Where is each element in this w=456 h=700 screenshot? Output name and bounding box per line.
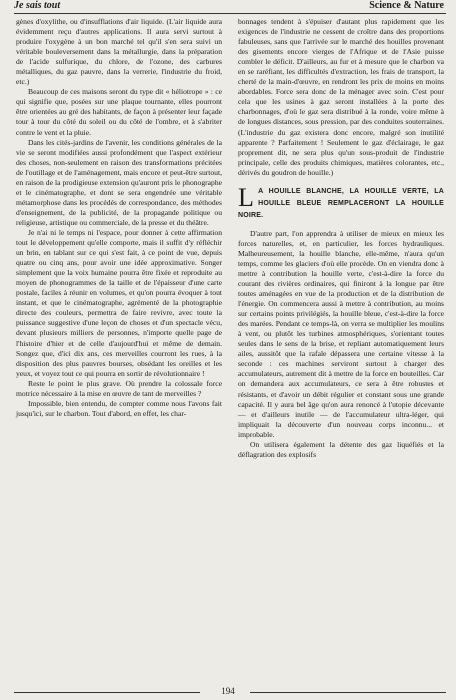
drop-cap: L	[238, 182, 255, 212]
pull-quote	[238, 182, 444, 222]
paragraph: D'autre part, l'on apprendra à utiliser de mieux en mieux les forces naturelles, et, en particulier, les forces hydrauliques. Malheureusement, la houille blanche, elle-même, n'aura qu'un temps, comme les glaciers d'où elle procède. On en viendra donc à mettre à contribution la houille verte, c'est-à-dire la force du courant des rivières ordinaires, qui finiront à la longue par être toutes aménagées en vue de la production et de la distribution de l'énergie. On commencera aussi à mettre à contribution, au moins sur certains points privilégiés, la houille bleue, c'est-à-dire la force des marées. Pendant ce temps-là, on verra se multiplier les moulins à vent, ou plutôt les turbines atmosphériques, s'orientant toutes seules dans le sens de la brise, et repliant automatiquement leurs ailes, aussitôt que la rafale dépassera une certaine vitesse à la seconde : ces machines serviront surtout à charger des accumulateurs, autrement dit à mettre de la force en bouteilles. Car on demandera aux accumulateurs, ce sera à être robustes et résistants, et d'avoir un débit régulier et constant sous une grande capacité. Il y aura bel âge qu'on aura renoncé à l'utopie décevante — et d'ailleurs inutile — de l'accumulateur ultra-léger, qui impliquait la découverte d'un nouveau corps inconnu... et improbable.	[238, 228, 444, 439]
paragraph: Reste le point le plus grave. Où prendre la colossale force motrice nécessaire à la mise en œuvre de tant de merveilles ?	[16, 378, 222, 398]
paragraph: Beaucoup de ces maisons seront du type dit « héliotrope » : ce qui signifie que, posées sur une plaque tournante, elles pourront être orientées au gré des habitants, de façon à présenter leur façade tour à tour du côté du soleil ou du côté de l'ombre, et à s'abriter contre le vent et la pluie.	[16, 87, 222, 137]
running-header-section: Science & Nature	[369, 0, 444, 11]
paragraph: bonnages tendent à s'épuiser d'autant plus rapidement que les exigences de l'industrie ne cessent de croître dans des proportions fabuleuses, sans que l'arrivée sur le marché des houilles provenant des gisements encore vierges de l'Afrique et de l'Asie puisse combler le déficit. D'ailleurs, au fur et à mesure que le charbon va en se raréfiant, les difficultés d'extraction, les frais de transport, la cherté de la main-d'œuvre, en rendront les prix de moins en moins abordables. Force sera donc de la ménager avec soin. C'est pour cela que les usines à gaz seront installées à la porte des charbonnages, d'où le gaz sera distribué à la ronde, voire même à de longues distances, sous pression, par des conduites souterraines. (L'industrie du gaz existera donc encore, malgré son inutilité apparente ? Parfaitement ! Seulement le gaz d'éclairage, le gaz proprement dit, ne sera plus qu'un sous-produit de l'industrie principale, celle des produits chimiques, matières colorantes, etc., dérivés du goudron de houille.)	[238, 17, 444, 177]
paragraph: Je n'ai ni le temps ni l'espace, pour donner à cette affirmation tout le développement qu'elle comporte, mais il suffit d'y réfléchir un brin, en tablant sur ce qui s'est fait, à ce point de vue, depuis quatre ou cinq ans, pour avoir une idée approximative. Songer simplement que la voix humaine pourra être fixée et reproduite au moyen de phonogrammes de la taille et de l'épaisseur d'une carte postale, faciles à réunir en volumes, et qu'on pourra évoquer à tout instant, et que le cinématographe, agrémenté de la photographie directe des couleurs, permettra de faire revivre, avec toute la puissance suggestive d'une leçon de choses et d'un spectacle vécu, devant plusieurs milliers de personnes, n'importe quelle page de l'histoire d'hier et de celle d'aujourd'hui et même de demain. Songez que, d'ici dix ans, ces merveilles courront les rues, à la disposition des plus pauvres bourses, obsédant les oreilles et les yeux, et voyez tout ce qui pourra en sortir de révolutionnaire !	[16, 227, 222, 378]
paragraph: gènes d'oxylithe, ou d'insufflations d'air liquide. (L'air liquide aura évidemment reçu d'autres applications. Il aura servi surtout à produire l'oxygène à un bon marché tel qu'il s'en sera suivi un véritable bouleversement dans la métallurgie, dans la préparation de l'acide sulfurique, du chlore, de l'ozone, des carbures métalliques, du gaz pauvre, dans la verrerie, l'industrie du froid, etc.)	[16, 17, 222, 87]
footer-rule-right	[250, 692, 446, 693]
pull-quote-text: A HOUILLE BLANCHE, LA HOUILLE VERTE, LA HOUILLE BLEUE REMPLACERONT LA HOUILLE NOIRE.	[238, 187, 444, 219]
running-header-title: Je sais tout	[14, 0, 61, 11]
paragraph: On utilisera également la détente des gaz liquéfiés et la déflagration des explosifs	[238, 439, 444, 459]
paragraph: Impossible, bien entendu, de compter comme nous l'avons fait jusqu'ici, sur le charbon. Tout d'abord, en effet, les char-	[16, 398, 222, 418]
page-number: 194	[221, 686, 235, 696]
right-column	[238, 17, 444, 460]
header-rule	[14, 13, 446, 14]
paragraph: Dans les cités-jardins de l'avenir, les conditions générales de la vie se seront modifiées aussi profondément que l'aspect extérieur des choses, non-seulement en raison des transformations précitées de l'outillage et de l'aménagement, mais encore et peut-être surtout, en raison de la prodigieuse extension qu'auront pris le phonographe et le cinématographe, et dont se sera engendrée une véritable métamorphose dans les procédés de correspondance, des méthodes d'enseignement, de la publicité, de la propagande politique ou religieuse, artistique ou commerciale, de la presse et du théâtre.	[16, 137, 222, 227]
left-column	[16, 17, 222, 419]
